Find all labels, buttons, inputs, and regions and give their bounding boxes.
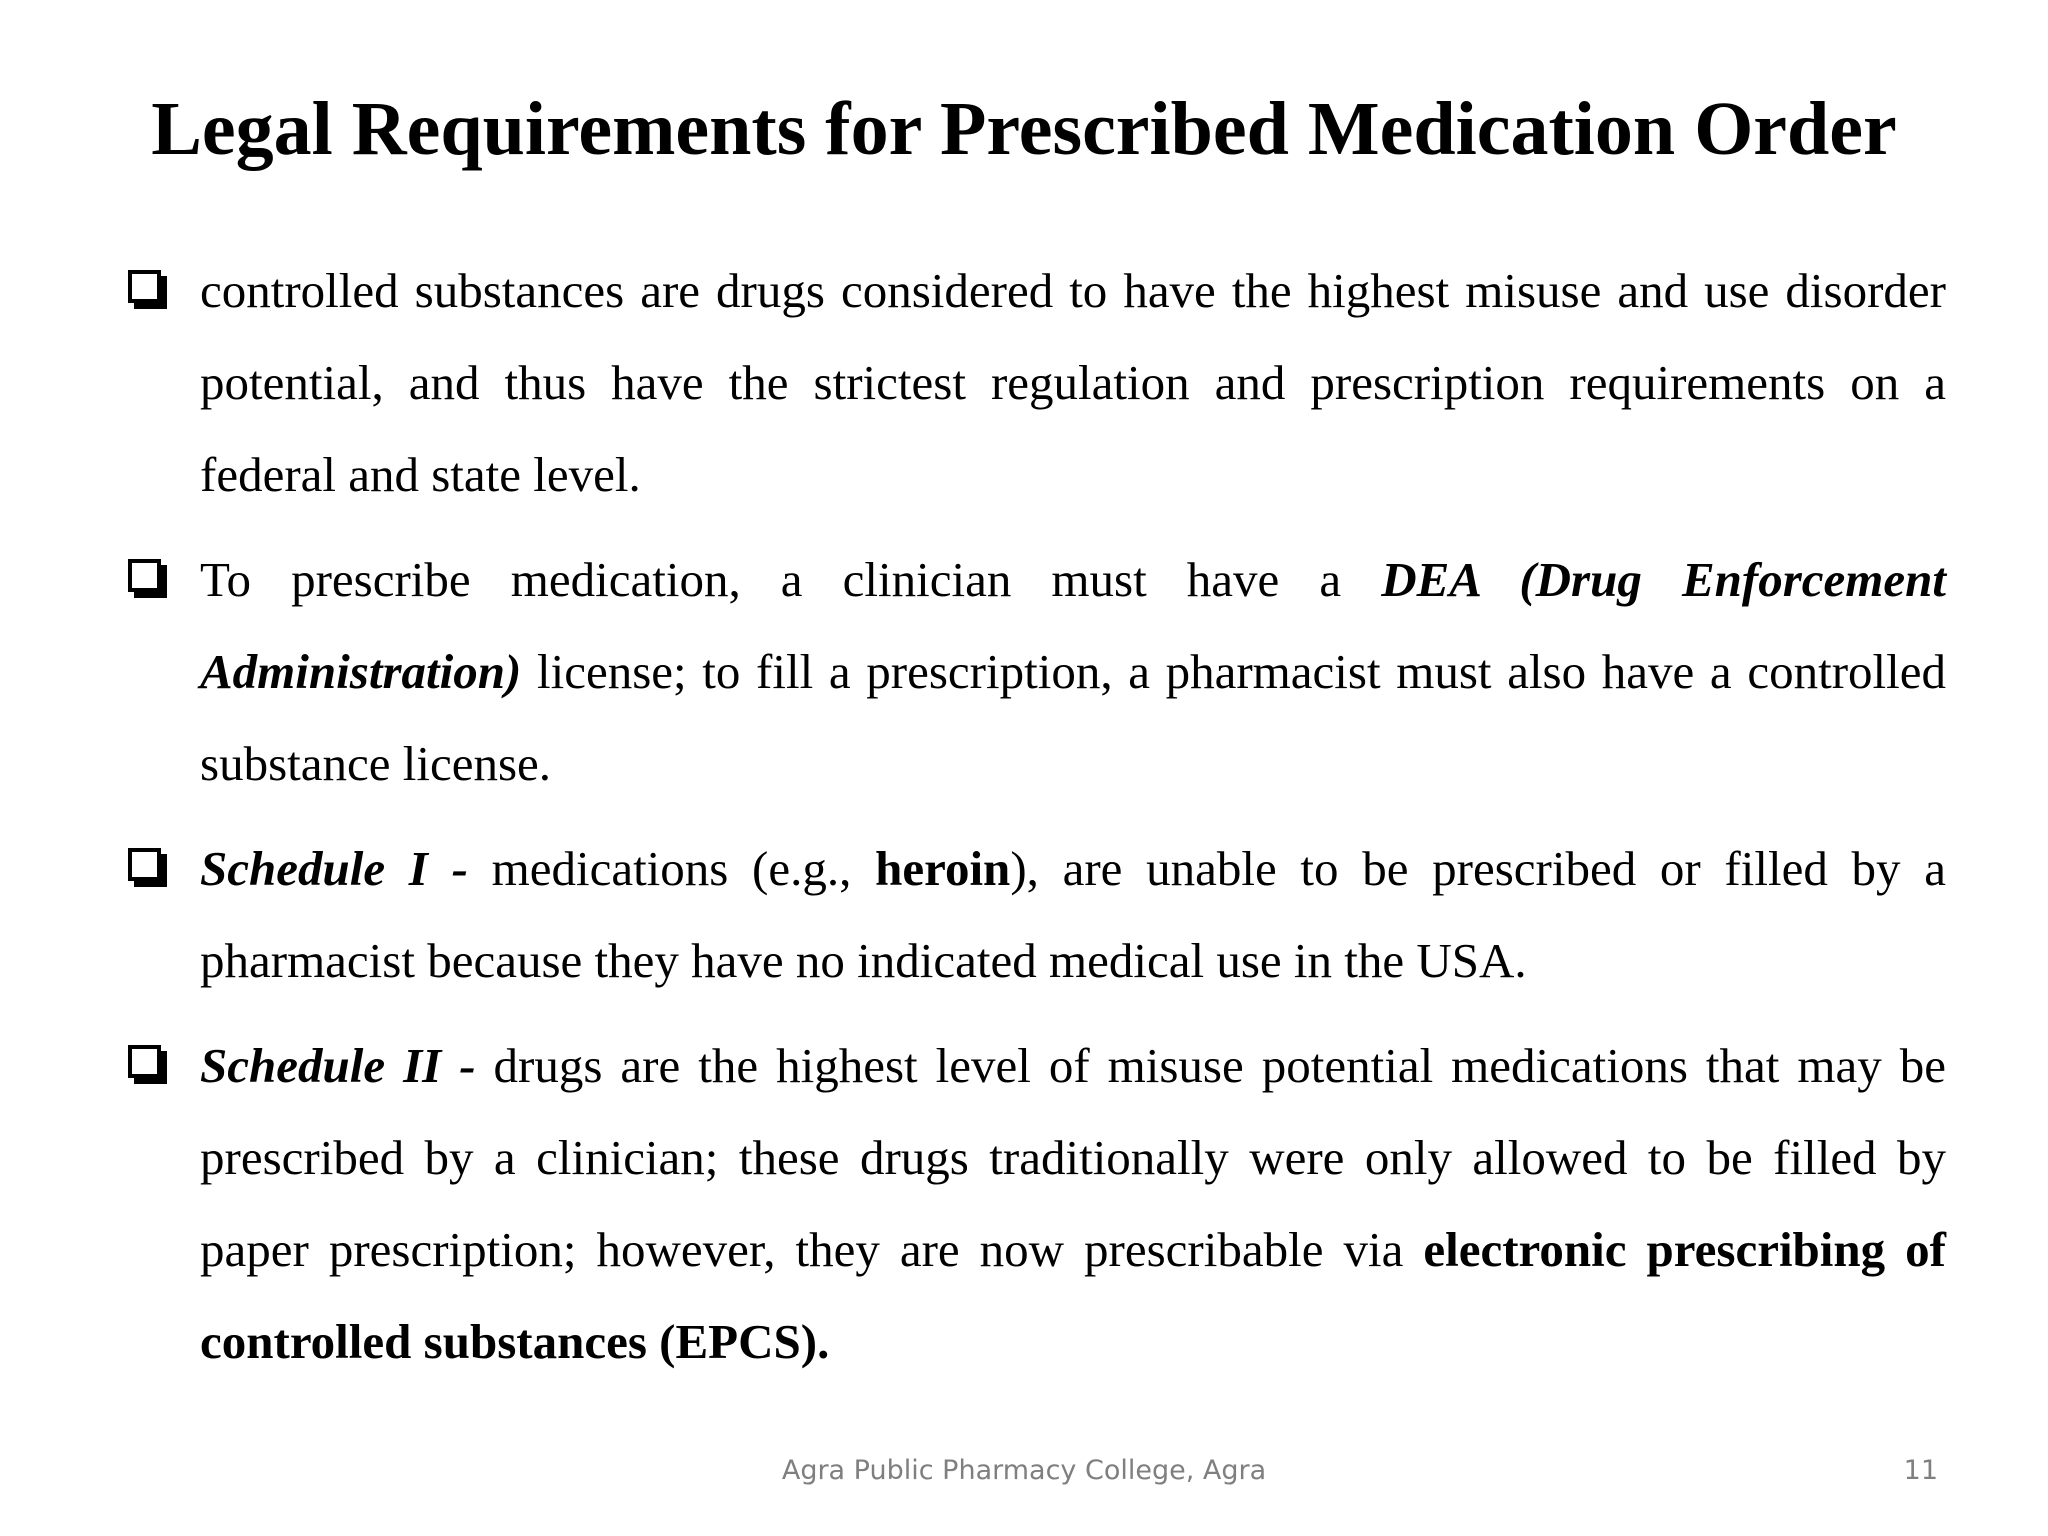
epcs-term: electronic prescribing of controlled substances (EPCS). — [200, 1222, 1946, 1369]
schedule-i-term: Schedule I - — [200, 841, 492, 896]
bullet-item — [0, 1020, 2048, 1388]
dea-term: DEA (Drug Enforcement Administration) — [200, 552, 1946, 699]
bullet-text-segment: medications (e.g., — [491, 841, 876, 896]
checkbox-bullet-icon — [0, 245, 200, 337]
footer-institution: Agra Public Pharmacy College, Agra — [781, 1455, 1267, 1486]
page-number: 11 — [1903, 1455, 1938, 1486]
slide-title: Legal Requirements for Prescribed Medication Order — [151, 87, 1897, 171]
schedule-ii-term: Schedule II - — [200, 1038, 494, 1093]
bullet-text-segment: controlled substances are drugs considered to have the highest misuse and use disorder potential, and thus have the strictest regulation and prescription requirements on a federal and state level. — [200, 263, 1946, 502]
bullet-item — [0, 823, 2048, 1007]
bullet-item — [0, 534, 2048, 810]
bullet-text-segment: To prescribe medication, a clinician must have a — [200, 552, 1382, 607]
bullet-text-segment: ), are unable to be prescribed or filled by a pharmacist because they have no indicated medical use in the USA. — [200, 841, 1946, 988]
bullet-text-segment: license; to fill a prescription, a pharmacist must also have a controlled substance license. — [200, 644, 1946, 791]
bullet-text — [200, 534, 1946, 810]
checkbox-bullet-icon — [0, 1020, 200, 1112]
bullet-item — [0, 245, 2048, 521]
bullet-text — [200, 245, 1946, 521]
checkbox-bullet-icon — [0, 823, 200, 915]
heroin-term: heroin — [875, 841, 1011, 896]
checkbox-bullet-icon — [0, 534, 200, 626]
bullet-text — [200, 1020, 1946, 1388]
bullet-text — [200, 823, 1946, 1007]
bullet-list — [0, 245, 2048, 1401]
bullet-text-segment: drugs are the highest level of misuse potential medications that may be prescribed by a clinician; these drugs traditionally were only allowed to be filled by paper prescription; however, they are now prescribable via — [200, 1038, 1946, 1277]
